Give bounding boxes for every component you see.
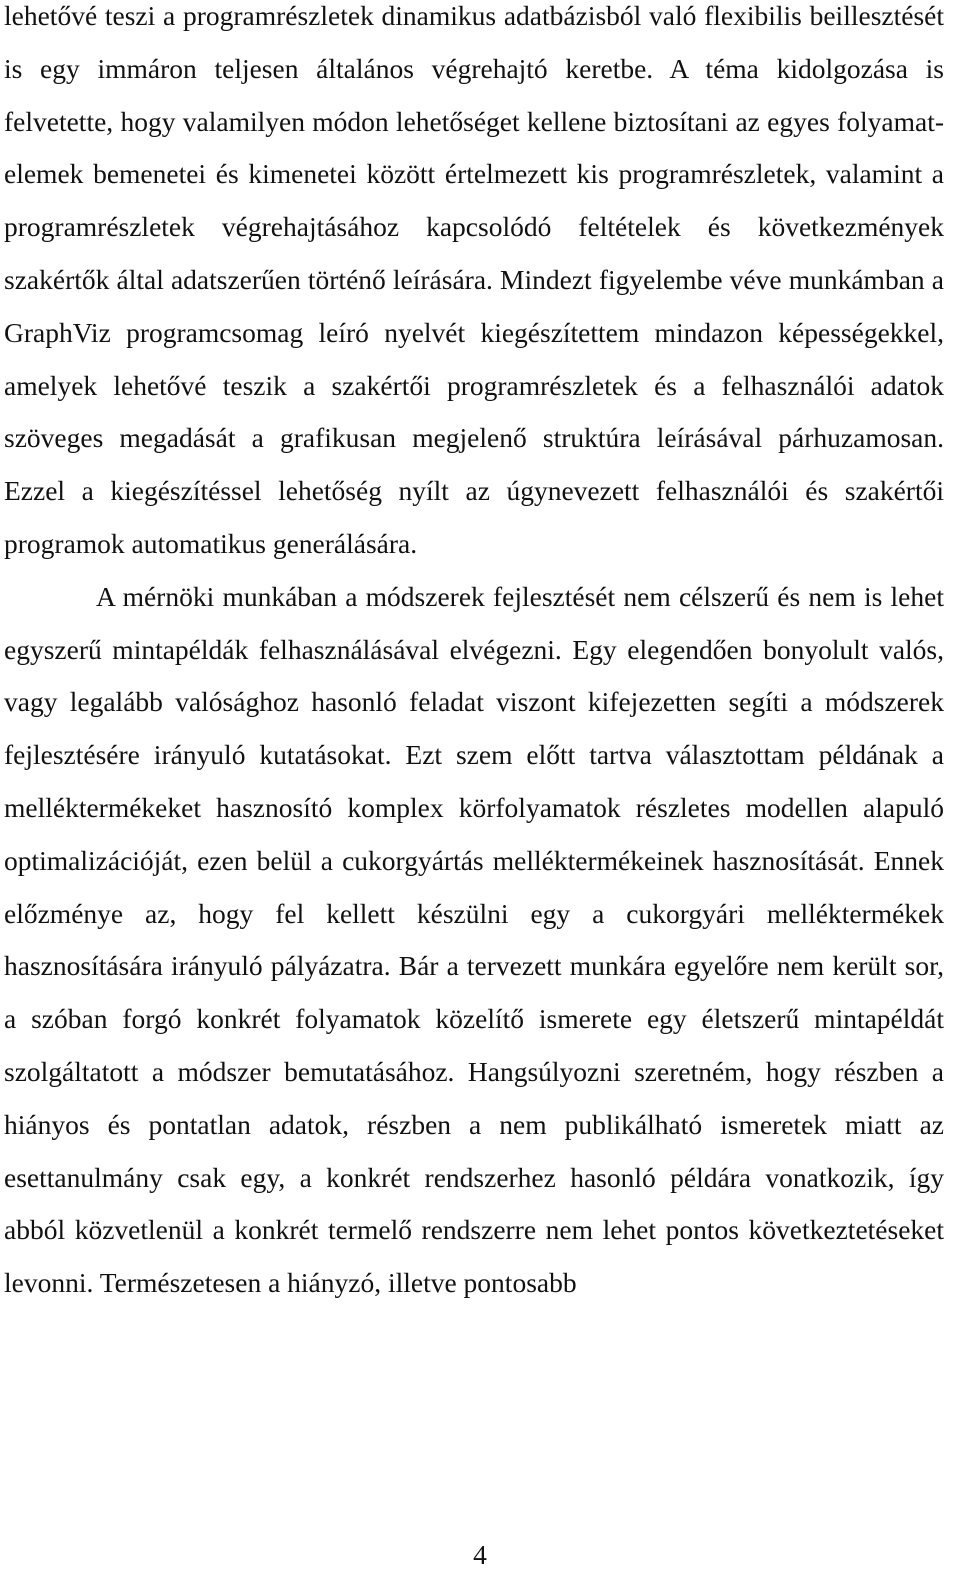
body-text [4,0,944,1310]
paragraph-1: lehetővé teszi a programrészletek dinamikus adatbázisból való flexibilis beillesztését is egy immáron teljesen általános végrehajtó keretbe. A téma kidolgozása is felvetette, hogy valamilyen módon lehetőséget kellene biztosítani az egyes folyamat-elemek bemenetei és kimenetei között értelmezett kis programrészletek, valamint a programrészletek végrehajtásához kapcsolódó feltételek és következmények szakértők által adatszerűen történő leírására. Mindezt figyelembe véve munkámban a GraphViz programcsomag leíró nyelvét kiegészítettem mindazon képességekkel, amelyek lehetővé teszik a szakértői programrészletek és a felhasználói adatok szöveges megadását a grafikusan megjelenő struktúra leírásával párhuzamosan. Ezzel a kiegészítéssel lehetőség nyílt az úgynevezett felhasználói és szakértői programok automatikus generálására. [4,0,944,559]
page-number: 4 [473,1539,487,1570]
paragraph-2: A mérnöki munkában a módszerek fejlesztését nem célszerű és nem is lehet egyszerű mintapéldák felhasználásával elvégezni. Egy elegendően bonyolult valós, vagy legalább valósághoz hasonló feladat viszont kifejezetten segíti a módszerek fejlesztésére irányuló kutatásokat. Ezt szem előtt tartva választottam példának a melléktermékeket hasznosító komplex körfolyamatok részletes modellen alapuló optimalizációját, ezen belül a cukorgyártás melléktermékeinek hasznosítását. Ennek előzménye az, hogy fel kellett készülni egy a cukorgyári melléktermékek hasznosítására irányuló pályázatra. Bár a tervezett munkára egyelőre nem került sor, a szóban forgó konkrét folyamatok közelítő ismerete egy életszerű mintapéldát szolgáltatott a módszer bemutatásához. Hangsúlyozni szeretném, hogy részben a hiányos és pontatlan adatok, részben a nem publikálható ismeretek miatt az esettanulmány csak egy, a konkrét rendszerhez hasonló példára vonatkozik, így abból közvetlenül a konkrét termelő rendszerre nem lehet pontos következtetéseket levonni. Természetesen a hiányzó, illetve pontosabb [4,580,944,1299]
